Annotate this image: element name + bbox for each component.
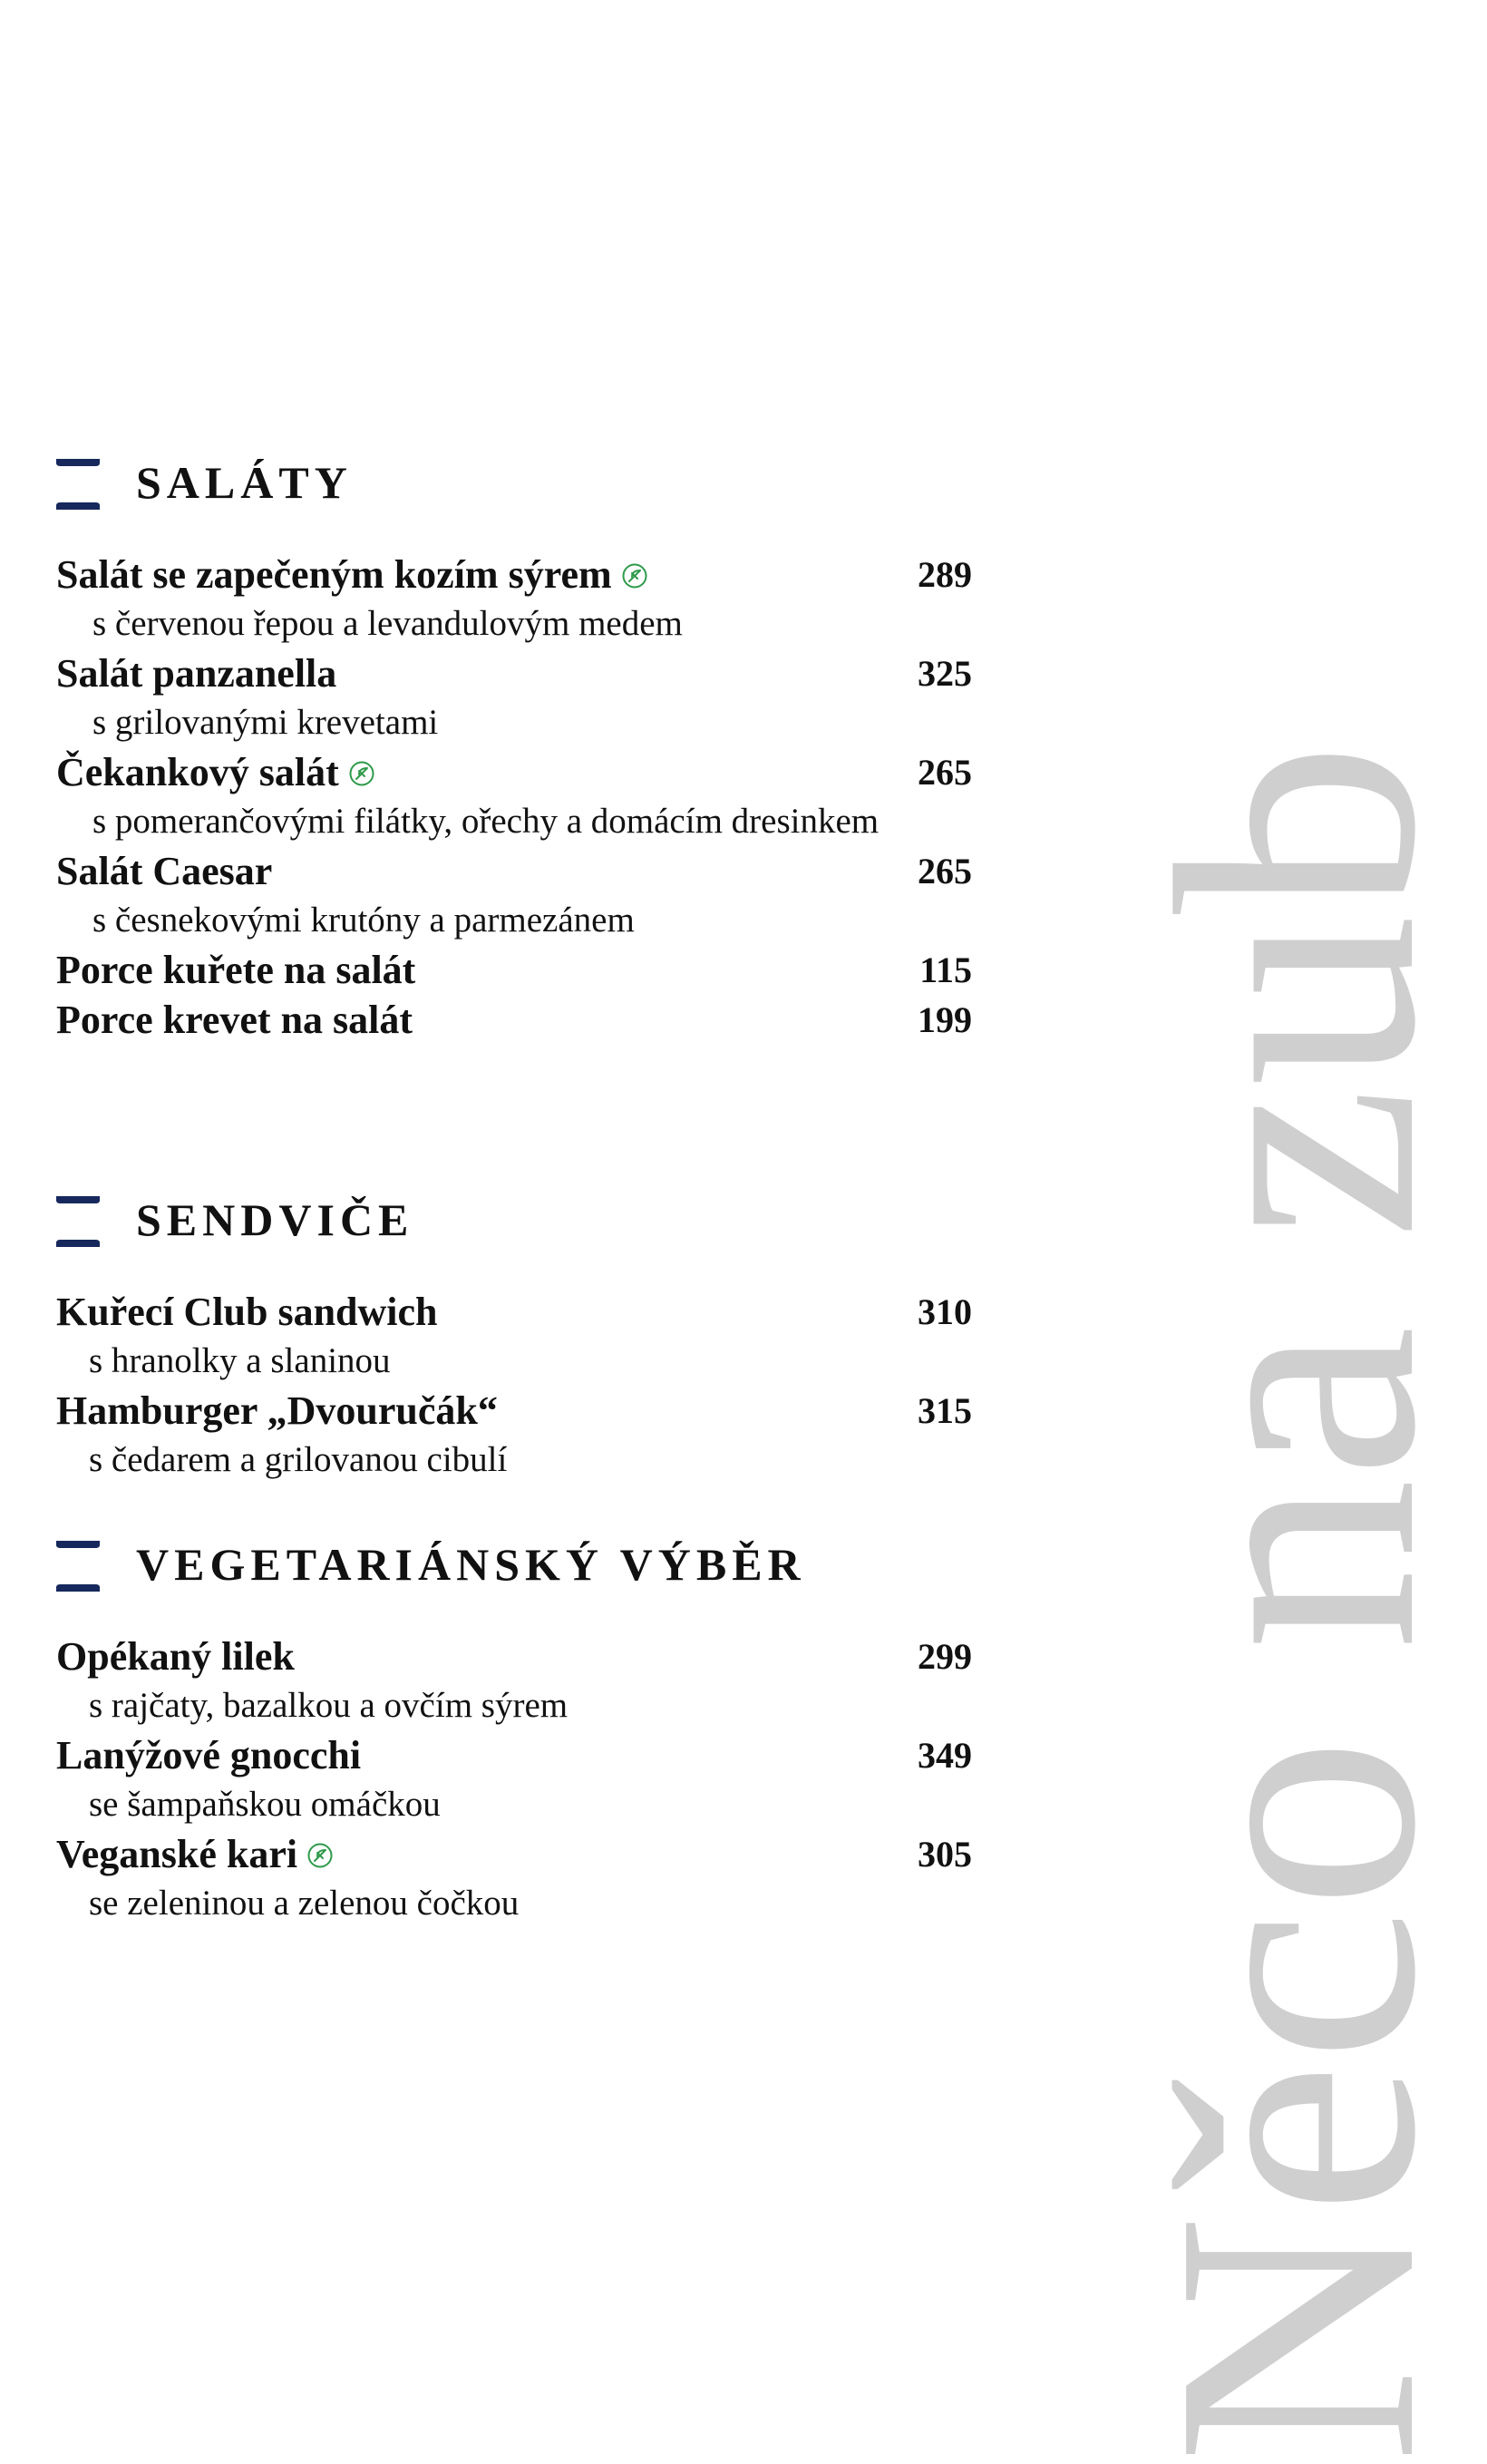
menu-item [56, 648, 972, 747]
item-price: 349 [918, 1735, 972, 1776]
item-price: 315 [918, 1390, 972, 1431]
vegetarian-icon [621, 562, 648, 589]
section-bars-icon [56, 1541, 100, 1593]
item-price: 115 [919, 950, 972, 990]
item-description: s česnekovými krutóny a parmezánem [92, 901, 635, 940]
section-salaty [56, 453, 972, 1045]
item-price: 289 [918, 554, 972, 595]
item-description: s čedarem a grilovanou cibulí [89, 1440, 508, 1479]
item-price: 325 [918, 653, 972, 694]
section-vegetariansky-vyber [56, 1535, 972, 1928]
item-description: se zeleninou a zelenou čočkou [89, 1884, 520, 1923]
item-name: Lanýžové gnocchi [56, 1733, 362, 1777]
vegetarian-icon [306, 1842, 334, 1869]
menu-item [56, 1631, 972, 1730]
item-list [56, 1287, 972, 1485]
menu-item [56, 1730, 972, 1829]
menu-item [56, 747, 972, 846]
section-sendvice [56, 1191, 972, 1485]
item-description: s rajčaty, bazalkou a ovčím sýrem [89, 1686, 569, 1725]
item-name: Čekankový salát [56, 750, 339, 794]
item-name: Salát Caesar [56, 849, 273, 893]
section-title: SALÁTY [136, 457, 353, 508]
menu-item [56, 945, 972, 995]
item-description: s červenou řepou a levandulovým medem [92, 604, 683, 643]
item-price: 299 [918, 1636, 972, 1677]
section-heading [56, 1191, 972, 1249]
menu-item [56, 1386, 972, 1485]
item-name: Kuřecí Club sandwich [56, 1290, 438, 1334]
item-price: 310 [918, 1291, 972, 1332]
section-title: VEGETARIÁNSKÝ VÝBĚR [136, 1539, 806, 1590]
menu-item [56, 1829, 972, 1928]
menu-item [56, 550, 972, 648]
item-name: Hamburger „Dvouručák“ [56, 1388, 498, 1433]
item-name: Salát panzanella [56, 651, 337, 696]
item-name: Porce krevet na salát [56, 998, 413, 1042]
section-heading [56, 453, 972, 511]
menu-item [56, 1287, 972, 1386]
item-list [56, 1631, 972, 1928]
item-price: 305 [918, 1834, 972, 1875]
item-name: Veganské kari [56, 1832, 298, 1876]
item-price: 265 [918, 752, 972, 793]
item-list [56, 550, 972, 1045]
section-bars-icon [56, 459, 100, 511]
item-description: s pomerančovými filátky, ořechy a domácím dresinkem [92, 802, 880, 841]
section-title: SENDVIČE [136, 1194, 414, 1245]
vegetarian-icon [348, 760, 375, 787]
menu-item [56, 846, 972, 945]
item-description: s grilovanými krevetami [92, 703, 439, 742]
item-price: 199 [918, 999, 972, 1040]
section-bars-icon [56, 1196, 100, 1249]
watermark-title: Něco na zub [1105, 741, 1487, 2464]
item-name: Salát se zapečeným kozím sýrem [56, 552, 612, 597]
item-description: s hranolky a slaninou [89, 1341, 391, 1380]
item-price: 265 [918, 851, 972, 891]
item-name: Porce kuřete na salát [56, 948, 416, 992]
menu-item [56, 995, 972, 1045]
item-description: se šampaňskou omáčkou [89, 1785, 441, 1824]
item-name: Opékaný lilek [56, 1634, 295, 1679]
section-heading [56, 1535, 972, 1593]
